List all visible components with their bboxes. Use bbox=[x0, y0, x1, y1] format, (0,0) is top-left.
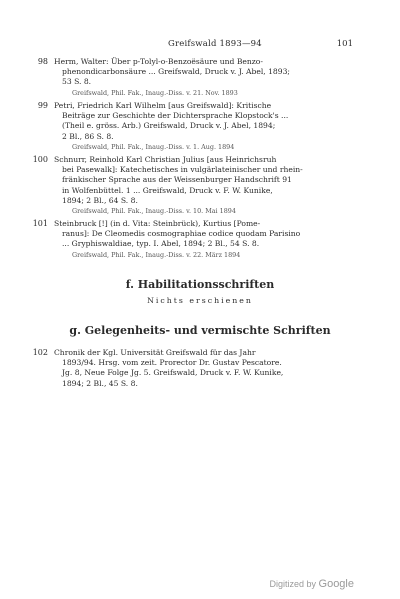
entry-number: 100 bbox=[32, 155, 48, 164]
entry-line: Chronik der Kgl. Universität Greifswald für das Jahr bbox=[54, 348, 256, 357]
entry-note: Greifswald, Phil. Fak., Inaug.-Diss. v. 10. Mai 1894 bbox=[72, 207, 236, 216]
entry-line: Jg. 8, Neue Folge Jg. 5. Greifswald, Druck v. F. W. Kunike, bbox=[62, 368, 284, 378]
entry-line: Petri, Friedrich Karl Wilhelm [aus Greifswald]: Kritische bbox=[54, 101, 272, 110]
entry-line: Beiträge zur Geschichte der Dichtersprache Klopstock's ... bbox=[62, 111, 289, 121]
entry-note: Greifswald, Phil. Fak., Inaug.-Diss. v. 22. März 1894 bbox=[72, 250, 241, 259]
google-watermark bbox=[269, 578, 354, 590]
entry-line: Schnurr, Reinhold Karl Christian Julius [aus Heinrichsruh bbox=[54, 155, 277, 164]
entry-line: ranus]: De Cleomedis cosmographiae codice quodam Parisino bbox=[62, 229, 301, 239]
entry-body bbox=[54, 101, 352, 152]
section-note: Nichts erschienen bbox=[147, 296, 253, 305]
entry-line: bei Pasewalk]: Katechetisches in vulgärlateinischer und rhein- bbox=[62, 165, 303, 175]
entry-line: phenondicarbonsäure ... Greifswald, Druck v. J. Abel, 1893; bbox=[62, 67, 290, 77]
entry-line: 1893/94. Hrsg. vom zeit. Prorector Dr. Gustav Pescatore. bbox=[62, 358, 282, 368]
entry-number: 101 bbox=[32, 219, 48, 228]
entry-body bbox=[54, 155, 352, 216]
section-heading: f. Habilitationsschriften bbox=[125, 278, 275, 291]
entry-body bbox=[54, 348, 352, 389]
entry-note: Greifswald, Phil. Fak., Inaug.-Diss. v. 1. Aug. 1894 bbox=[72, 142, 235, 151]
entry-body bbox=[54, 57, 352, 98]
entry-number: 102 bbox=[32, 348, 48, 357]
entry-line: 1894; 2 Bl., 64 S. 8. bbox=[62, 195, 138, 205]
google-logo: Google bbox=[318, 578, 354, 590]
entry-body bbox=[54, 219, 352, 260]
running-head-title: Greifswald 1893—94 bbox=[168, 39, 262, 49]
entry-line: Steinbruck [!] (in d. Vita: Steinbrück), Kurtius [Pome- bbox=[54, 219, 261, 228]
entry-line: 1894; 2 Bl., 45 S. 8. bbox=[62, 378, 138, 388]
entry-line: 2 Bl., 86 S. 8. bbox=[62, 131, 114, 141]
watermark-prefix: Digitized by bbox=[269, 579, 316, 589]
entry-line: (Theil e. gröss. Arb.) Greifswald, Druck v. J. Abel, 1894; bbox=[62, 121, 276, 131]
section-heading: g. Gelegenheits- und vermischte Schriften bbox=[69, 324, 331, 337]
entry-line: fränkischer Sprache aus der Weissenburger Handschrift 91 bbox=[62, 175, 292, 185]
entry-line: Herm, Walter: Über p-Tolyl-o-Benzoësäure und Benzo- bbox=[54, 57, 263, 66]
entry-number: 98 bbox=[37, 57, 48, 66]
entry-line: in Wolfenbüttel. 1 ... Greifswald, Druck v. F. W. Kunike, bbox=[62, 185, 273, 195]
page-number: 101 bbox=[336, 39, 353, 49]
running-head bbox=[0, 39, 400, 51]
entry-number: 99 bbox=[37, 101, 48, 110]
entry-line: 53 S. 8. bbox=[62, 77, 92, 87]
entry-line: ... Gryphiswaldiae, typ. I. Abel, 1894; 2 Bl., 54 S. 8. bbox=[62, 239, 260, 249]
entry-note: Greifswald, Phil. Fak., Inaug.-Diss. v. 21. Nov. 1893 bbox=[72, 88, 238, 97]
